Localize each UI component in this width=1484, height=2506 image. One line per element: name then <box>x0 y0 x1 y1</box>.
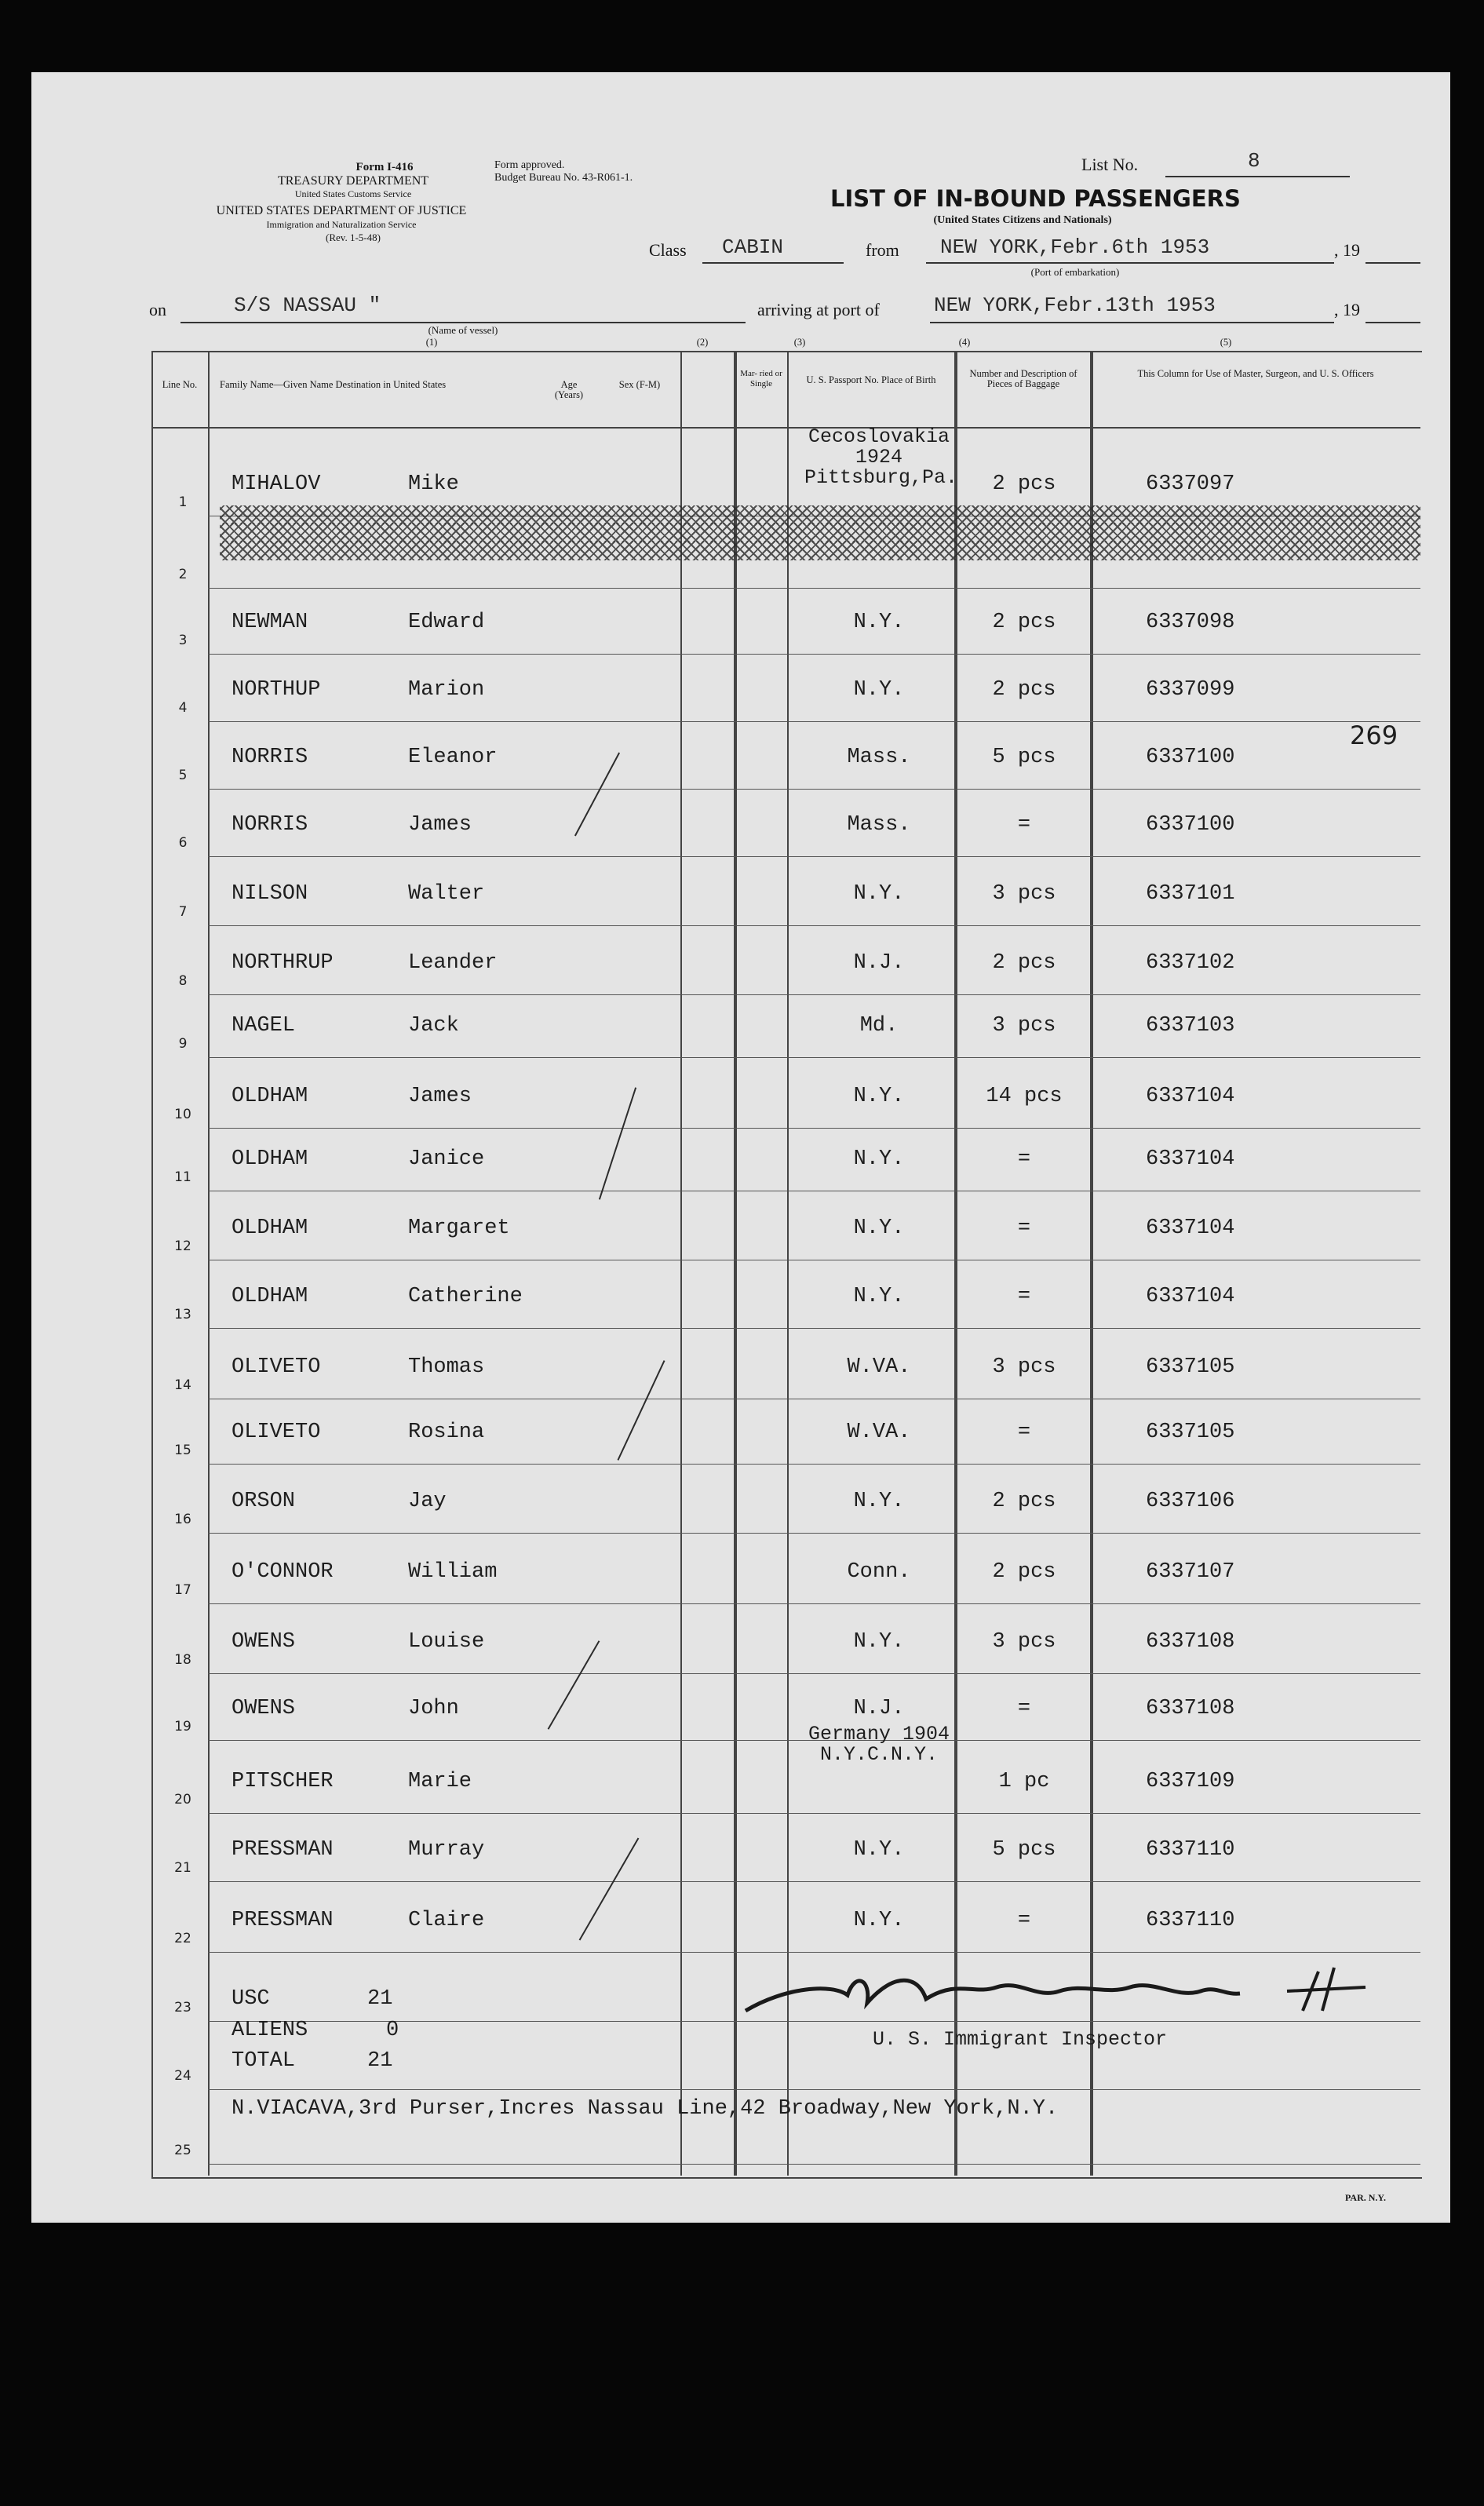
line-number: 18 <box>174 1652 191 1668</box>
officer-reference: 6337110 <box>1146 1909 1235 1932</box>
given-name: Leander <box>408 951 498 975</box>
baggage-pieces: = <box>1017 1217 1031 1240</box>
aliens-label: ALIENS <box>232 2019 308 2042</box>
officer-reference: 6337109 <box>1146 1770 1235 1793</box>
from-label: from <box>866 240 899 260</box>
line-number: 7 <box>178 904 188 920</box>
line-number: 8 <box>178 973 188 989</box>
year-suffix: , 19 <box>1334 240 1360 260</box>
family-name: OWENS <box>232 1630 296 1654</box>
given-name: Eleanor <box>408 746 498 769</box>
line-number: 25 <box>174 2143 191 2158</box>
line-number: 23 <box>174 2000 191 2015</box>
baggage-pieces: 2 pcs <box>992 1490 1056 1513</box>
line-number: 21 <box>174 1860 191 1876</box>
given-name: Rosina <box>408 1421 485 1444</box>
form-title: LIST OF IN-BOUND PASSENGERS <box>830 185 1241 212</box>
place-of-birth: N.J. <box>853 1697 905 1720</box>
inspector-signature <box>738 1956 1428 2026</box>
family-name: NORTHUP <box>232 678 321 702</box>
officer-reference: 6337104 <box>1146 1285 1235 1308</box>
usc-label: USC <box>232 1987 270 2011</box>
line-number: 16 <box>174 1512 191 1527</box>
officer-reference: 6337102 <box>1146 951 1235 975</box>
header-baggage: Number and Description of Pieces of Baggage <box>969 368 1077 389</box>
given-name: John <box>408 1697 459 1720</box>
struck-out-row <box>220 542 1420 560</box>
family-name: NORTHRUP <box>232 951 334 975</box>
officer-reference: 6337105 <box>1146 1421 1235 1444</box>
struck-out-row <box>220 523 1420 542</box>
family-name: NILSON <box>232 882 308 906</box>
place-of-birth: Germany 1904 N.Y.C.N.Y. <box>808 1723 950 1766</box>
column-number: (2) <box>696 337 709 348</box>
given-name: Janice <box>408 1147 485 1171</box>
baggage-pieces: 2 pcs <box>992 472 1056 496</box>
given-name: Louise <box>408 1630 485 1654</box>
place-of-birth: W.VA. <box>847 1421 911 1444</box>
baggage-pieces: 3 pcs <box>992 882 1056 906</box>
baggage-pieces: 5 pcs <box>992 1838 1056 1862</box>
given-name: James <box>408 1085 472 1108</box>
given-name: Marion <box>408 678 485 702</box>
line-number: 20 <box>174 1792 191 1807</box>
family-name: OLDHAM <box>232 1217 308 1240</box>
family-name: NORRIS <box>232 746 308 769</box>
given-name: Margaret <box>408 1217 510 1240</box>
given-name: Murray <box>408 1838 485 1862</box>
arriving-port: NEW YORK,Febr.13th 1953 <box>934 294 1216 317</box>
header-age: Age (Years) <box>554 379 584 400</box>
total-count: 21 <box>367 2049 393 2073</box>
place-of-birth: N.Y. <box>853 1838 905 1862</box>
line-number: 24 <box>174 2068 191 2084</box>
vessel-name: S/S NASSAU " <box>234 294 381 317</box>
family-name: O'CONNOR <box>232 1560 334 1584</box>
baggage-pieces: 2 pcs <box>992 951 1056 975</box>
place-of-birth: N.Y. <box>853 1630 905 1654</box>
vessel-note: (Name of vessel) <box>428 324 498 336</box>
officer-reference: 6337098 <box>1146 611 1235 634</box>
line-number: 19 <box>174 1719 191 1735</box>
baggage-pieces: 2 pcs <box>992 678 1056 702</box>
form-number: Form I-416 <box>356 161 414 173</box>
printer-mark: PAR. N.Y. <box>1344 2192 1386 2203</box>
given-name: James <box>408 813 472 837</box>
form-revision: (Rev. 1-5-48) <box>326 232 381 243</box>
family-name: NEWMAN <box>232 611 308 634</box>
column-number: (4) <box>958 337 971 348</box>
family-name: PITSCHER <box>232 1770 334 1793</box>
line-number: 12 <box>174 1238 191 1254</box>
officer-reference: 6337104 <box>1146 1147 1235 1171</box>
officer-reference: 6337099 <box>1146 678 1235 702</box>
officer-reference: 6337107 <box>1146 1560 1235 1584</box>
officer-reference: 6337100 <box>1146 813 1235 837</box>
budget-bureau: Budget Bureau No. 43-R061-1. <box>494 172 633 184</box>
officer-reference: 6337104 <box>1146 1085 1235 1108</box>
line-number: 1 <box>178 494 188 510</box>
place-of-birth: W.VA. <box>847 1355 911 1379</box>
baggage-pieces: = <box>1017 1909 1031 1932</box>
place-of-birth: N.Y. <box>853 1085 905 1108</box>
page-number: 269 <box>1350 720 1398 750</box>
list-number: 8 <box>1248 149 1260 173</box>
family-name: ORSON <box>232 1490 296 1513</box>
family-name: NORRIS <box>232 813 308 837</box>
place-of-birth: N.Y. <box>853 1490 905 1513</box>
family-name: NAGEL <box>232 1014 296 1038</box>
manifest-sheet <box>31 72 1450 2223</box>
baggage-pieces: = <box>1017 1421 1031 1444</box>
arriving-label: arriving at port of <box>757 300 880 319</box>
place-of-birth: Conn. <box>847 1560 911 1584</box>
column-number: (5) <box>1220 337 1232 348</box>
place-of-birth: N.Y. <box>853 1909 905 1932</box>
class-value: CABIN <box>722 235 784 259</box>
customs-service: United States Customs Service <box>294 188 412 199</box>
line-number: 17 <box>174 1582 191 1598</box>
given-name: William <box>408 1560 498 1584</box>
department-of-justice: UNITED STATES DEPARTMENT OF JUSTICE <box>216 204 467 217</box>
baggage-pieces: 14 pcs <box>986 1085 1063 1108</box>
year-suffix: , 19 <box>1334 300 1360 319</box>
place-of-birth: N.Y. <box>853 1147 905 1171</box>
line-number: 14 <box>174 1377 191 1393</box>
officer-reference: 6337105 <box>1146 1355 1235 1379</box>
baggage-pieces: = <box>1017 1697 1031 1720</box>
baggage-pieces: 2 pcs <box>992 1560 1056 1584</box>
given-name: Jay <box>408 1490 447 1513</box>
port-embarkation-note: (Port of embarkation) <box>1030 266 1120 278</box>
baggage-pieces: 3 pcs <box>992 1630 1056 1654</box>
baggage-pieces: 1 pc <box>998 1770 1050 1793</box>
family-name: OLIVETO <box>232 1355 321 1379</box>
family-name: PRESSMAN <box>232 1838 334 1862</box>
line-number: 10 <box>174 1107 191 1122</box>
header-officers: This Column for Use of Master, Surgeon, and U. S. Officers <box>1137 368 1374 379</box>
officer-reference: 6337110 <box>1146 1838 1235 1862</box>
line-number: 4 <box>178 700 188 716</box>
column-number: (1) <box>425 337 438 348</box>
family-name: OLDHAM <box>232 1285 308 1308</box>
baggage-pieces: 3 pcs <box>992 1014 1056 1038</box>
officer-reference: 6337106 <box>1146 1490 1235 1513</box>
baggage-pieces: = <box>1017 1285 1031 1308</box>
family-name: OWENS <box>232 1697 296 1720</box>
place-of-birth: N.J. <box>853 951 905 975</box>
header-passport: U. S. Passport No. Place of Birth <box>806 374 936 385</box>
aliens-count: 0 <box>386 2019 399 2042</box>
header-married: Mar- ried or Single <box>740 369 782 388</box>
given-name: Walter <box>408 882 485 906</box>
baggage-pieces: 2 pcs <box>992 611 1056 634</box>
treasury-department: TREASURY DEPARTMENT <box>277 174 429 188</box>
family-name: OLDHAM <box>232 1147 308 1171</box>
baggage-pieces: 5 pcs <box>992 746 1056 769</box>
column-number: (3) <box>793 337 806 348</box>
place-of-birth: Md. <box>859 1014 899 1038</box>
immigration-service: Immigration and Naturalization Service <box>266 219 417 230</box>
class-label: Class <box>649 240 687 260</box>
place-of-birth: Mass. <box>847 746 911 769</box>
given-name: Edward <box>408 611 485 634</box>
family-name: MIHALOV <box>232 472 321 496</box>
place-of-birth: Mass. <box>847 813 911 837</box>
officer-reference: 6337104 <box>1146 1217 1235 1240</box>
baggage-pieces: 3 pcs <box>992 1355 1056 1379</box>
family-name: PRESSMAN <box>232 1909 334 1932</box>
on-label: on <box>149 300 166 319</box>
line-number: 2 <box>178 567 188 582</box>
given-name: Thomas <box>408 1355 485 1379</box>
baggage-pieces: = <box>1017 813 1031 837</box>
place-of-birth: N.Y. <box>853 882 905 906</box>
baggage-pieces: = <box>1017 1147 1031 1171</box>
place-of-birth: N.Y. <box>853 1217 905 1240</box>
list-no-label: List No. <box>1081 155 1139 174</box>
place-of-birth: N.Y. <box>853 678 905 702</box>
given-name: Marie <box>408 1770 472 1793</box>
line-number: 13 <box>174 1307 191 1322</box>
struck-out-row <box>220 505 1420 524</box>
officer-reference: 6337108 <box>1146 1697 1235 1720</box>
place-of-birth: N.Y. <box>853 611 905 634</box>
line-number: 11 <box>174 1169 191 1185</box>
usc-count: 21 <box>367 1987 393 2011</box>
line-number: 22 <box>174 1931 191 1946</box>
family-name: OLIVETO <box>232 1421 321 1444</box>
officer-reference: 6337101 <box>1146 882 1235 906</box>
given-name: Claire <box>408 1909 485 1932</box>
header-sex: Sex (F-M) <box>618 379 661 390</box>
given-name: Catherine <box>408 1285 523 1308</box>
line-number: 9 <box>178 1036 188 1052</box>
purser-line: N.VIACAVA,3rd Purser,Incres Nassau Line,42 Broadway,New York,N.Y. <box>232 2097 1059 2121</box>
line-number: 5 <box>178 768 188 783</box>
place-of-birth: Cecoslovakia 1924 Pittsburg,Pa. <box>804 425 958 489</box>
given-name: Jack <box>408 1014 459 1038</box>
total-label: TOTAL <box>232 2049 296 2073</box>
header-line-no: Line No. <box>162 379 198 390</box>
officer-reference: 6337100 <box>1146 746 1235 769</box>
inspector-title: U. S. Immigrant Inspector <box>873 2028 1168 2051</box>
officer-reference: 6337097 <box>1146 472 1235 496</box>
line-number: 3 <box>178 633 188 648</box>
place-of-birth: N.Y. <box>853 1285 905 1308</box>
line-number: 6 <box>178 835 188 851</box>
form-approved: Form approved. <box>494 159 565 171</box>
officer-reference: 6337108 <box>1146 1630 1235 1654</box>
given-name: Mike <box>408 472 459 496</box>
line-number: 15 <box>174 1443 191 1458</box>
from-port: NEW YORK,Febr.6th 1953 <box>940 235 1210 259</box>
form-subtitle: (United States Citizens and Nationals) <box>933 214 1112 226</box>
header-family-name: Family Name—Given Name Destination in United States <box>220 379 447 390</box>
officer-reference: 6337103 <box>1146 1014 1235 1038</box>
family-name: OLDHAM <box>232 1085 308 1108</box>
